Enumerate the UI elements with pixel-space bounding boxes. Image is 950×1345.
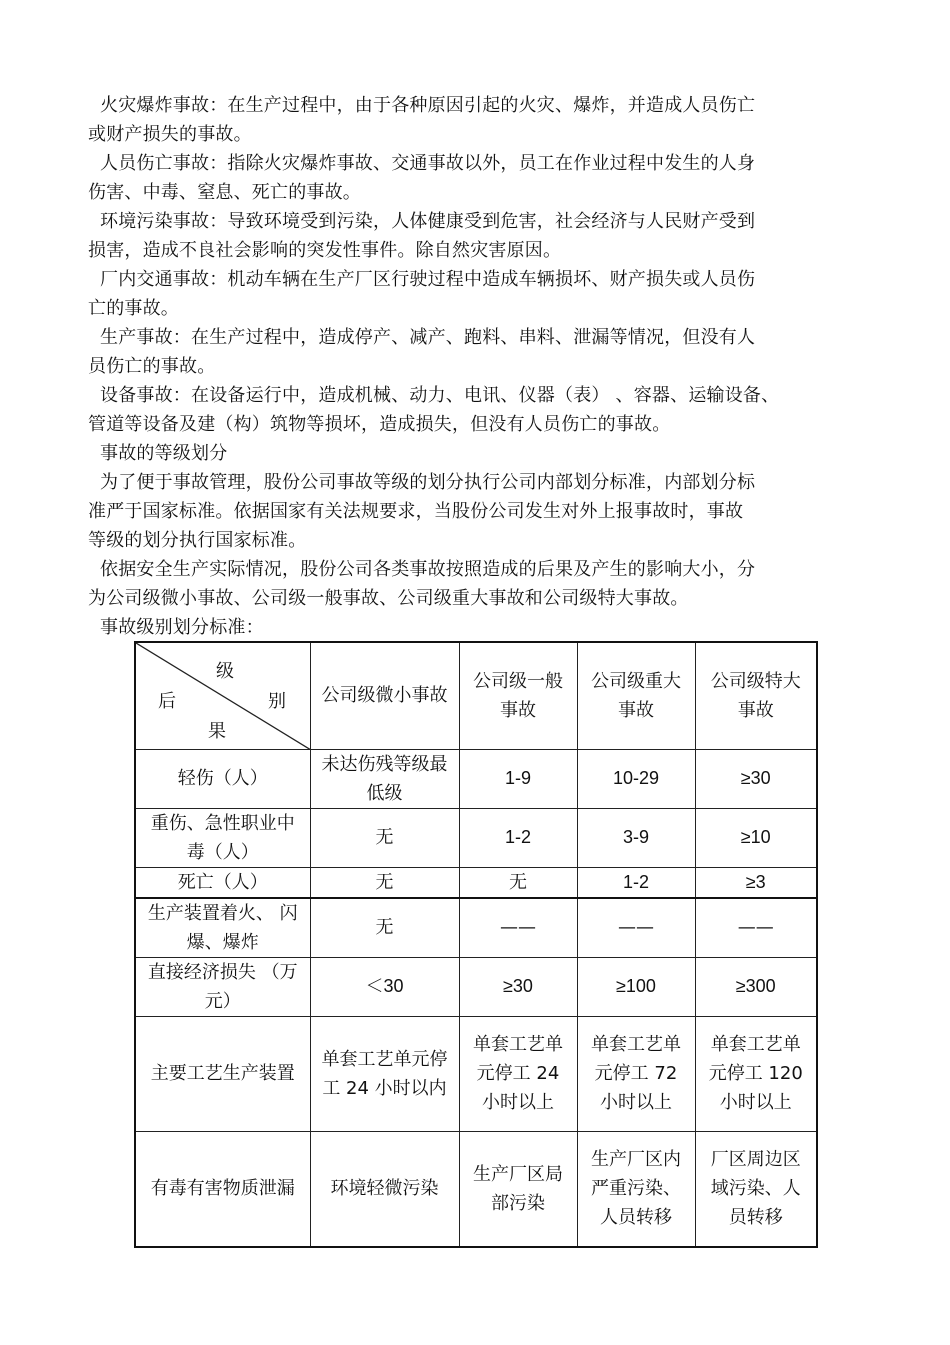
table-cell: 环境轻微污染 [310, 1131, 459, 1247]
row-label: 轻伤（人） [135, 749, 310, 808]
row-label: 重伤、急性职业中毒（人） [135, 808, 310, 867]
table-cell: 无 [310, 898, 459, 958]
text-line: 员伤亡的事故。 [88, 356, 216, 377]
text-line: 生产事故：在生产过程中，造成停产、减产、跑料、串料、泄漏等情况，但没有人 [100, 327, 756, 348]
table-row [135, 867, 817, 898]
corner-label-bottom: 果 [208, 721, 226, 742]
text-line: 等级的划分执行国家标准。 [88, 530, 307, 551]
row-label: 生产装置着火、 闪爆、爆炸 [135, 898, 310, 958]
table-row [135, 957, 817, 1016]
text-line: 环境污染事故：导致环境受到污染，人体健康受到危害，社会经济与人民财产受到 [100, 211, 756, 232]
table-cell: 单套工艺单元停工 120 小时以上 [695, 1016, 817, 1131]
header-cell: 公司级特大事故 [695, 642, 817, 749]
text-line: 准严于国家标准。依据国家有关法规要求，当股份公司发生对外上报事故时，事故 [88, 501, 744, 522]
table-cell: 单套工艺单元停工 24 小时以上 [459, 1016, 577, 1131]
table-cell: ≥30 [695, 749, 817, 808]
table-cell: ≥30 [459, 957, 577, 1016]
table-cell: ≥10 [695, 808, 817, 867]
table-row [135, 898, 817, 958]
table-caption: 事故级别划分标准： [100, 617, 264, 638]
table-cell: 厂区周边区域污染、人员转移 [695, 1131, 817, 1247]
table-header-row [135, 642, 817, 749]
text-line: 厂内交通事故：机动车辆在生产厂区行驶过程中造成车辆损坏、财产损失或人员伤 [100, 269, 756, 290]
table-cell: ＜30 [310, 957, 459, 1016]
accident-grade-table [134, 641, 818, 1248]
row-label: 死亡（人） [135, 867, 310, 898]
table-cell: 生产厂区内严重污染、人员转移 [577, 1131, 695, 1247]
text-line: 依据安全生产实际情况，股份公司各类事故按照造成的后果及产生的影响大小，分 [100, 559, 756, 580]
text-line: 为公司级微小事故、公司级一般事故、公司级重大事故和公司级特大事故。 [88, 588, 689, 609]
table-cell: 生产厂区局部污染 [459, 1131, 577, 1247]
row-label: 有毒有害物质泄漏 [135, 1131, 310, 1247]
text-line: 为了便于事故管理，股份公司事故等级的划分执行公司内部划分标准，内部划分标 [100, 472, 756, 493]
table-cell: 1-9 [459, 749, 577, 808]
table-cell: 单套工艺单元停工 72 小时以上 [577, 1016, 695, 1131]
table-cell: ≥100 [577, 957, 695, 1016]
table-cell: 1-2 [577, 867, 695, 898]
text-line: 或财产损失的事故。 [88, 124, 252, 145]
corner-label-left: 后 [158, 691, 176, 712]
text-line: 伤害、中毒、窒息、死亡的事故。 [88, 182, 361, 203]
table-cell: 未达伤残等级最低级 [310, 749, 459, 808]
table-cell: 3-9 [577, 808, 695, 867]
table-cell: —— [577, 898, 695, 958]
table-cell: 10-29 [577, 749, 695, 808]
table-row [135, 1016, 817, 1131]
row-label: 主要工艺生产装置 [135, 1016, 310, 1131]
text-line: 火灾爆炸事故：在生产过程中，由于各种原因引起的火灾、爆炸，并造成人员伤亡 [100, 95, 756, 116]
text-line: 人员伤亡事故：指除火灾爆炸事故、交通事故以外，员工在作业过程中发生的人身 [100, 153, 756, 174]
header-cell: 公司级重大事故 [577, 642, 695, 749]
table-row [135, 749, 817, 808]
table-cell: ≥3 [695, 867, 817, 898]
table-cell: 无 [310, 808, 459, 867]
corner-label-top: 级 [216, 661, 234, 682]
table-row [135, 808, 817, 867]
section-heading: 事故的等级划分 [100, 443, 228, 464]
table-cell: 无 [459, 867, 577, 898]
table-cell: ≥300 [695, 957, 817, 1016]
text-line: 亡的事故。 [88, 298, 179, 319]
corner-label-right: 别 [268, 691, 286, 712]
table-cell: 1-2 [459, 808, 577, 867]
table-cell: 单套工艺单元停工 24 小时以内 [310, 1016, 459, 1131]
table-cell: 无 [310, 867, 459, 898]
table-cell: —— [459, 898, 577, 958]
table-row [135, 1131, 817, 1247]
header-cell: 公司级一般事故 [459, 642, 577, 749]
text-line: 损害，造成不良社会影响的突发性事件。除自然灾害原因。 [88, 240, 562, 261]
header-cell: 公司级微小事故 [310, 642, 459, 749]
row-label: 直接经济损失 （万元） [135, 957, 310, 1016]
table-cell: —— [695, 898, 817, 958]
corner-header-cell [135, 642, 310, 749]
text-line: 管道等设备及建（构）筑物等损坏，造成损失，但没有人员伤亡的事故。 [88, 414, 671, 435]
text-line: 设备事故：在设备运行中，造成机械、动力、电讯、仪器（表） 、容器、运输设备、 [100, 385, 780, 406]
